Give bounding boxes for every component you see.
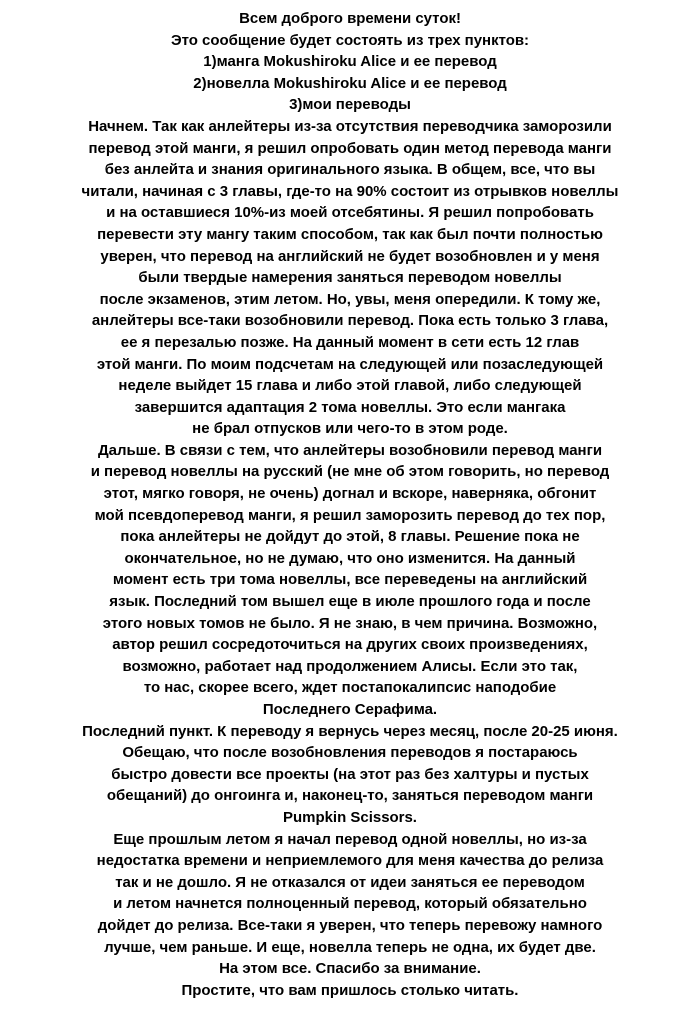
text-line: 3)мои переводы bbox=[289, 96, 411, 114]
text-line: Обещаю, что после возобновления переводов я постараюсь bbox=[122, 744, 578, 762]
text-line: момент есть три тома новеллы, все переведены на английский bbox=[112, 571, 588, 589]
text-line: и перевод новеллы на русский (не мне об этом говорить, но перевод bbox=[90, 463, 610, 481]
text-line: не брал отпусков или чего-то в этом роде. bbox=[192, 420, 508, 438]
text-line: мой псевдоперевод манги, я решил заморозить перевод до тех пор, bbox=[94, 506, 606, 524]
text-line: анлейтеры все-таки возобновили перевод. Пока есть только 3 глава, bbox=[91, 312, 609, 330]
text-line: автор решил сосредоточиться на других своих произведениях, bbox=[112, 636, 588, 654]
announcement-text bbox=[0, 8, 700, 1001]
text-line: так и не дошло. Я не отказался от идеи заняться ее переводом bbox=[115, 873, 585, 891]
text-line: На этом все. Спасибо за внимание. bbox=[219, 960, 481, 978]
text-line: Последний пункт. К переводу я вернусь через месяц, после 20-25 июня. bbox=[82, 722, 618, 740]
text-line: то нас, скорее всего, ждет постапокалипсис наподобие bbox=[143, 679, 557, 697]
text-line: лучше, чем раньше. И еще, новелла теперь не одна, их будет две. bbox=[104, 938, 596, 956]
text-line: читали, начиная с 3 главы, где-то на 90% состоит из отрывков новеллы bbox=[81, 182, 619, 200]
text-line: Это сообщение будет состоять из трех пунктов: bbox=[170, 31, 530, 49]
text-line: Последнего Серафима. bbox=[262, 701, 438, 718]
text-line: пока анлейтеры не дойдут до этой, 8 главы. Решение пока не bbox=[120, 528, 580, 546]
text-line: после экзаменов, этим летом. Но, увы, меня опередили. К тому же, bbox=[99, 290, 601, 308]
text-line: завершится адаптация 2 тома новеллы. Это если мангака bbox=[134, 398, 566, 416]
text-line: недостатка времени и неприемлемого для меня качества до релиза bbox=[96, 852, 604, 870]
text-line: этого новых томов не было. Я не знаю, в чем причина. Возможно, bbox=[102, 614, 598, 632]
text-line: перевести эту мангу таким способом, так как был почти полностью bbox=[97, 225, 603, 243]
text-line: язык. Последний том вышел еще в июле прошлого года и после bbox=[109, 593, 591, 611]
text-line: Начнем. Так как анлейтеры из-за отсутствия переводчика заморозили bbox=[88, 117, 612, 135]
text-line: 1)манга Mokushiroku Alice и ее перевод bbox=[203, 53, 497, 71]
text-line: без анлейта и знания оригинального языка. В общем, все, что вы bbox=[104, 161, 596, 179]
text-line: возможно, работает над продолжением Алисы. Если это так, bbox=[122, 657, 578, 675]
text-line: окончательное, но не думаю, что оно изменится. На данный bbox=[124, 549, 576, 567]
text-line: были твердые намерения заняться переводом новеллы bbox=[138, 269, 562, 287]
text-line: этот, мягко говоря, не очень) догнал и вскоре, наверняка, обгонит bbox=[103, 485, 597, 503]
text-line: дойдет до релиза. Все-таки я уверен, что теперь перевожу намного bbox=[97, 916, 603, 934]
text-line: обещаний) до онгоинга и, наконец-то, заняться переводом манги bbox=[106, 787, 594, 805]
text-line: 2)новелла Mokushiroku Alice и ее перевод bbox=[193, 74, 507, 92]
text-line: перевод этой манги, я решил опробовать один метод перевода манги bbox=[88, 139, 612, 157]
text-line: быстро довести все проекты (на этот раз без халтуры и пустых bbox=[111, 765, 589, 783]
text-line: и на оставшиеся 10%-из моей отсебятины. Я решил попробовать bbox=[106, 204, 594, 222]
greeting-line: Всем доброго времени суток! bbox=[239, 10, 461, 27]
text-line: ее я перезалью позже. На данный момент в сети есть 12 глав bbox=[120, 333, 580, 351]
text-line: Pumpkin Scissors. bbox=[283, 808, 417, 826]
text-line: и летом начнется полноценный перевод, который обязательно bbox=[113, 895, 587, 913]
text-line: Еще прошлым летом я начал перевод одной новеллы, но из-за bbox=[113, 830, 587, 848]
text-line: неделе выйдет 15 глава и либо этой главой, либо следующей bbox=[118, 377, 582, 395]
text-line: Дальше. В связи с тем, что анлейтеры возобновили перевод манги bbox=[97, 441, 603, 459]
text-line: Простите, что вам пришлось столько читать. bbox=[181, 981, 519, 999]
text-line: этой манги. По моим подсчетам на следующей или позаследующей bbox=[96, 355, 604, 373]
text-line: уверен, что перевод на английский не будет возобновлен и у меня bbox=[100, 247, 600, 265]
